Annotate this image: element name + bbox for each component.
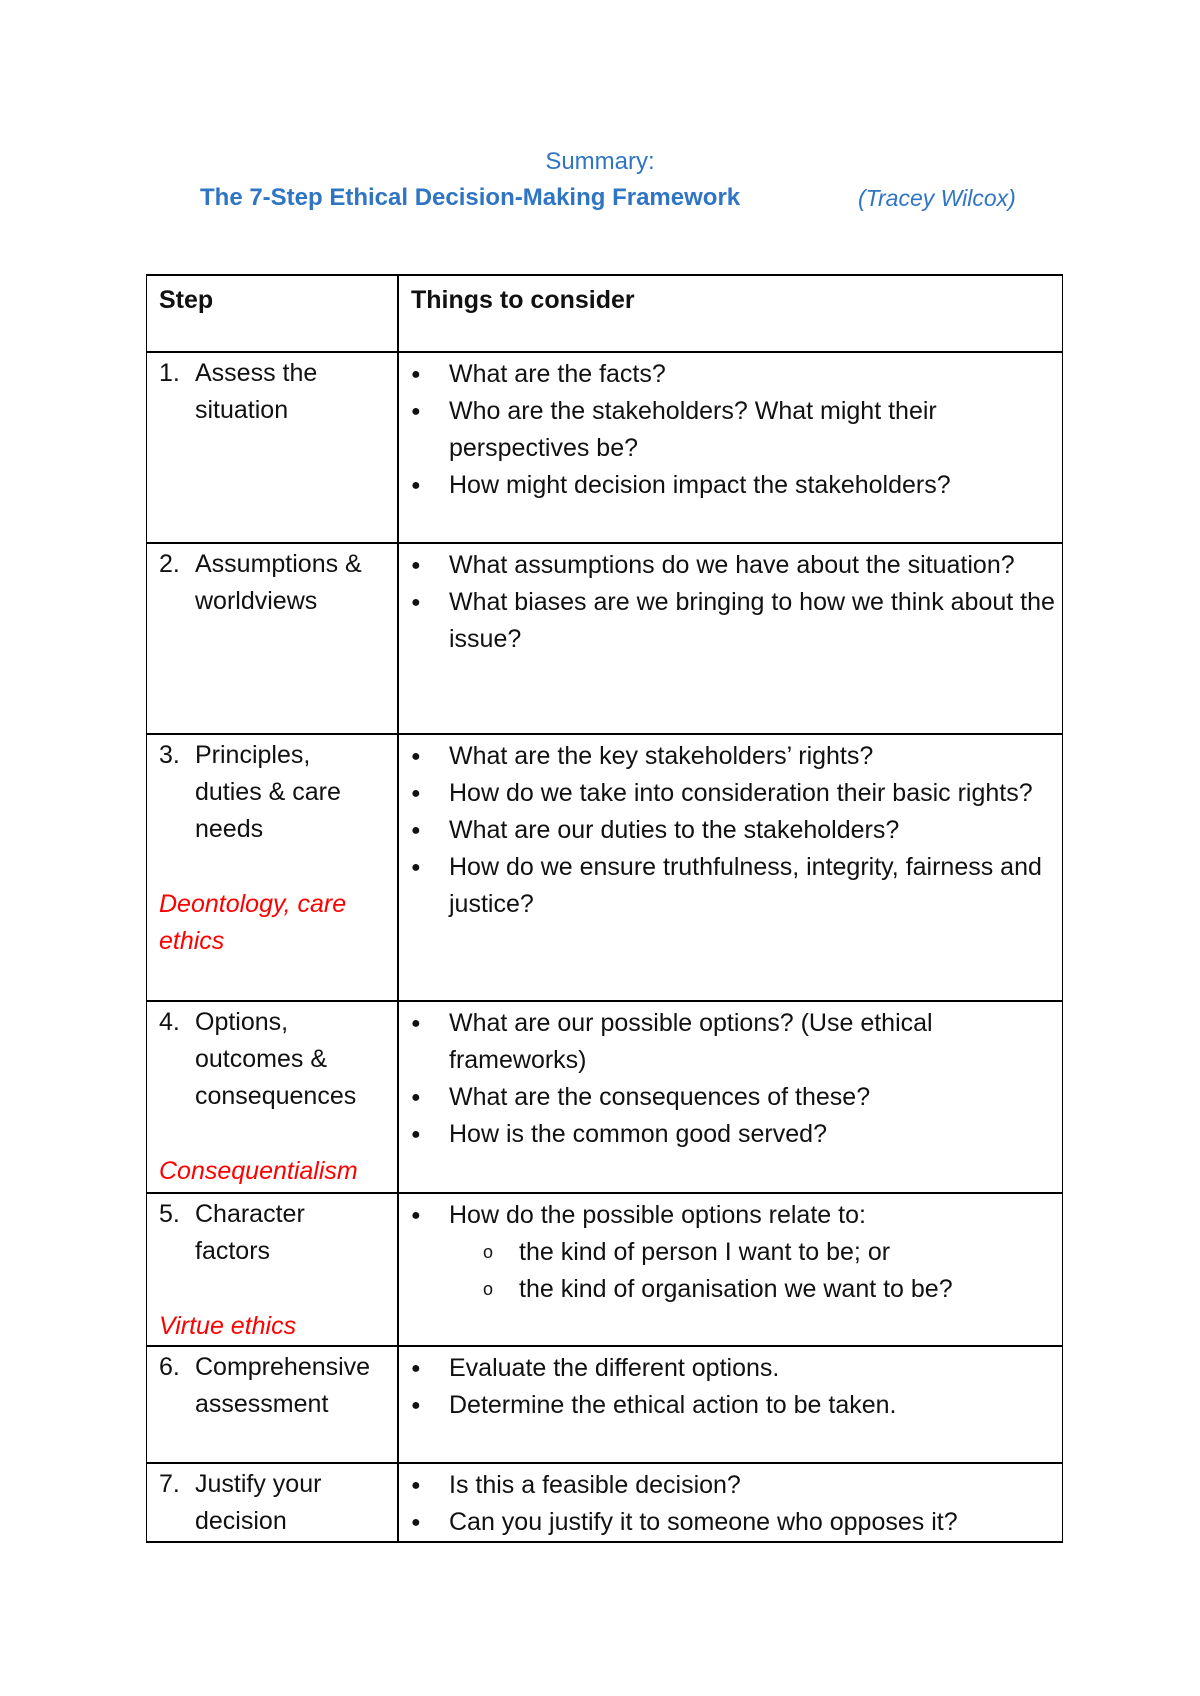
step-cell	[147, 543, 399, 734]
bullet-dot-icon: ●	[411, 1397, 421, 1414]
step-cell	[147, 1001, 399, 1193]
bullet-dot-icon: ●	[411, 477, 421, 494]
bullet-dot-icon: ●	[411, 1126, 421, 1143]
table-row	[147, 1001, 1063, 1193]
step-cell	[147, 1346, 399, 1463]
sub-list-item: o the kind of organisation we want to be?	[411, 1271, 1056, 1308]
step-number: 2.	[159, 550, 180, 578]
bullet-dot-icon: ●	[411, 594, 421, 611]
step-cell	[147, 734, 399, 1001]
bullet-dot-icon: ●	[411, 748, 421, 765]
document-title: The 7-Step Ethical Decision-Making Framework	[200, 184, 741, 211]
hollow-circle-icon: o	[483, 1242, 494, 1262]
bullet-dot-icon: ●	[411, 1360, 421, 1377]
list-item: ● Who are the stakeholders? What might their perspectives be?	[411, 393, 1056, 467]
ethics-theory-label: Consequentialism	[159, 1157, 358, 1185]
bullet-dot-icon: ●	[411, 557, 421, 574]
list-item: ● Can you justify it to someone who opposes it?	[411, 1504, 1056, 1541]
header-things-cell	[398, 275, 1063, 352]
things-cell	[398, 1346, 1063, 1463]
author-name: (Tracey Wilcox)	[858, 185, 1016, 211]
bullet-dot-icon: ●	[411, 1089, 421, 1106]
bullet-dot-icon: ●	[411, 822, 421, 839]
summary-label: Summary:	[545, 148, 655, 175]
bullet-dot-icon: ●	[411, 785, 421, 802]
table-header-row	[147, 275, 1063, 352]
step-cell	[147, 1463, 399, 1542]
things-cell	[398, 734, 1063, 1001]
step-title: Assess the situation	[195, 359, 318, 424]
bullet-dot-icon: ●	[411, 366, 421, 383]
step-number: 5.	[159, 1200, 180, 1228]
step-number: 7.	[159, 1470, 180, 1498]
list-item: ● What biases are we bringing to how we think about the issue?	[411, 584, 1056, 658]
list-item: ● How is the common good served?	[411, 1116, 1056, 1153]
header-step: Step	[159, 286, 214, 314]
things-cell	[398, 1193, 1063, 1346]
table-row	[147, 1193, 1063, 1346]
step-title: Options, outcomes & consequences	[195, 1008, 357, 1110]
table-row	[147, 734, 1063, 1001]
list-item: ● What are the consequences of these?	[411, 1079, 1056, 1116]
step-title: Comprehensive assessment	[195, 1353, 371, 1418]
things-cell	[398, 543, 1063, 734]
bullet-dot-icon: ●	[411, 1207, 421, 1224]
hollow-circle-icon: o	[483, 1279, 494, 1299]
ethics-theory-label: Virtue ethics	[159, 1312, 297, 1340]
list-item: ● How do we ensure truthfulness, integrity, fairness and justice?	[411, 849, 1056, 923]
list-item: ● Is this a feasible decision?	[411, 1467, 1056, 1504]
list-item: ● What are the facts?	[411, 356, 1056, 393]
table-row	[147, 1346, 1063, 1463]
bullet-dot-icon: ●	[411, 1514, 421, 1531]
sub-list-item: o the kind of person I want to be; or	[411, 1234, 1056, 1271]
things-cell	[398, 352, 1063, 543]
list-item: ● What are our possible options? (Use ethical frameworks)	[411, 1005, 1056, 1079]
table-row	[147, 352, 1063, 543]
table-row	[147, 1463, 1063, 1542]
step-number: 1.	[159, 359, 180, 387]
step-title: Principles, duties & care needs	[195, 741, 341, 843]
header-things: Things to consider	[411, 286, 635, 314]
step-number: 3.	[159, 741, 180, 769]
ethics-theory-label: Deontology, care ethics	[159, 890, 347, 955]
list-item: ● What are the key stakeholders’ rights?	[411, 738, 1056, 775]
things-cell	[398, 1463, 1063, 1542]
things-cell	[398, 1001, 1063, 1193]
list-item: ● How do we take into consideration their basic rights?	[411, 775, 1056, 812]
bullet-dot-icon: ●	[411, 403, 421, 420]
list-item: ● Evaluate the different options.	[411, 1350, 1056, 1387]
step-title: Assumptions & worldviews	[195, 550, 362, 615]
framework-table	[146, 274, 1063, 1543]
bullet-dot-icon: ●	[411, 1015, 421, 1032]
list-item: ● What are our duties to the stakeholders?	[411, 812, 1056, 849]
step-title: Justify your decision	[195, 1470, 322, 1535]
list-item: ● What assumptions do we have about the situation?	[411, 547, 1056, 584]
list-item: ● How do the possible options relate to:	[411, 1197, 1056, 1234]
bullet-dot-icon: ●	[411, 859, 421, 876]
step-cell	[147, 352, 399, 543]
bullet-dot-icon: ●	[411, 1477, 421, 1494]
list-item: ● Determine the ethical action to be taken.	[411, 1387, 1056, 1424]
step-number: 4.	[159, 1008, 180, 1036]
step-number: 6.	[159, 1353, 180, 1381]
table-row	[147, 543, 1063, 734]
header-step-cell	[147, 275, 399, 352]
step-title: Character factors	[195, 1200, 305, 1265]
step-cell	[147, 1193, 399, 1346]
list-item: ● How might decision impact the stakeholders?	[411, 467, 1056, 504]
